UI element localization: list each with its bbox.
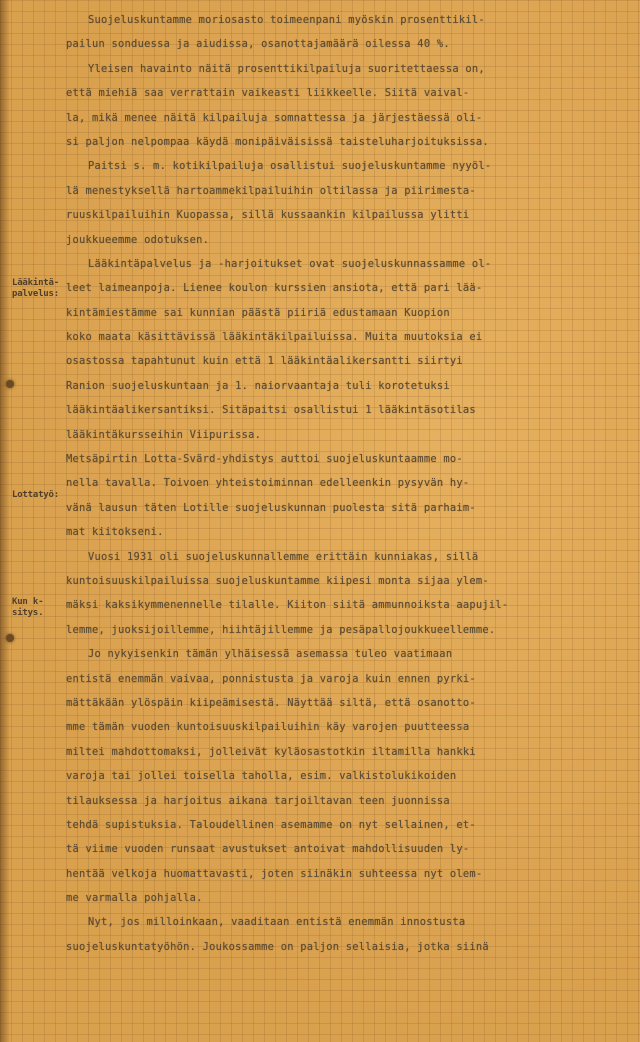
text-line: lä menestyksellä hartoammekilpailuihin oltilassa ja piirimesta- (66, 184, 476, 197)
text-line: me varmalla pohjalla. (66, 892, 203, 905)
binding-fold (0, 0, 10, 1042)
typewritten-text-body (66, 8, 614, 959)
text-line: Suojeluskuntamme moriosasto toimeenpani myöskin prosenttikil- (88, 14, 485, 26)
paragraph (66, 8, 614, 57)
binding-hole (6, 634, 14, 642)
margin-note-laakintapalvelus: Lääkintä- palvelus: (12, 278, 59, 299)
text-line: mme tämän vuoden kuntoisuuskilpailuihin käy varojen puutteessa (66, 721, 470, 734)
text-line: suojeluskuntatyöhön. Joukossamme on paljon sellaisia, jotka siinä (66, 940, 489, 953)
paragraph (66, 447, 614, 545)
text-line: vänä lausun täten Lotille suojeluskunnan puolesta sitä parhaim- (66, 501, 476, 514)
text-line: koko maata käsittävissä lääkintäkilpailuissa. Muita muutoksia ei (66, 331, 483, 344)
text-line: hentää velkoja huomattavasti, joten siinäkin suhteessa nyt olem- (66, 867, 483, 880)
text-line: mäksi kaksikymmenennelle tilalle. Kiiton siitä ammunnoiksta aapujil- (66, 599, 509, 612)
text-line: tehdä supistuksia. Taloudellinen asemamme on nyt sellainen, et- (66, 818, 476, 831)
text-line: si paljon nelpompaa käydä monipäiväisissä taisteluharjoituksissa. (66, 135, 489, 148)
margin-note-lottatyo: Lottatyö: (12, 490, 59, 500)
text-line: Lääkintäpalvelus ja -harjoitukset ovat suojeluskunnassamme ol- (88, 257, 492, 270)
text-line: mättäkään ylöspäin kiipeämisestä. Näyttää siltä, että osanotto- (66, 696, 476, 709)
text-line: tä viime vuoden runsaat avustukset antoivat mahdollisuuden ly- (66, 843, 470, 856)
paragraph (66, 154, 614, 252)
text-line: joukkueemme odotuksen. (66, 233, 210, 246)
text-line: la, mikä menee näitä kilpailuja somnattessa ja järjestäessä oli- (66, 111, 483, 124)
text-line: osastossa tapahtunut kuin että 1 lääkintäalikersantti siirtyi (66, 355, 463, 368)
text-line: ruuskilpailuihin Kuopassa, sillä kussaankin kilpailussa ylitti (66, 209, 470, 222)
text-line: lemme, juoksijoillemme, hiihtäjillemme ja pesäpallojoukkueellemme. (66, 623, 496, 636)
text-line: lääkintäalikersantiksi. Sitäpaitsi osallistui 1 lääkintäsotilas (66, 404, 476, 417)
text-line: Metsäpirtin Lotta-Svärd-yhdistys auttoi suojeluskuntaamme mo- (66, 453, 463, 466)
paragraph (66, 57, 614, 155)
text-line: leet laimeanpoja. Lienee koulon kurssien ansiota, että pari lää- (66, 282, 483, 295)
paragraph (66, 252, 614, 447)
text-line: mat kiitokseni. (66, 526, 164, 539)
text-line: että miehiä saa verrattain vaikeasti liikkeelle. Siitä vaival- (66, 87, 470, 100)
text-line: Yleisen havainto näitä prosenttikilpailuja suoritettaessa on, (88, 62, 485, 75)
text-line: tilauksessa ja harjoitus aikana tarjoiltavan teen juonnissa (66, 794, 450, 807)
text-line: Vuosi 1931 oli suojeluskunnallemme erittäin kunniakas, sillä (88, 550, 479, 563)
text-line: entistä enemmän vaivaa, ponnistusta ja varoja kuin ennen pyrki- (66, 672, 476, 685)
binding-hole (6, 380, 14, 388)
text-line: miltei mahdottomaksi, jolleivät kyläosastotkin iltamilla hankki (66, 745, 476, 758)
text-line: kintämiestämme sai kunnian päästä piiriä edustamaan Kuopion (66, 306, 450, 319)
text-line: Nyt, jos milloinkaan, vaaditaan entistä enemmän innostusta (88, 916, 466, 929)
margin-note-kuntoisuus: Kun k- sitys. (12, 597, 44, 618)
text-line: Jo nykyisenkin tämän ylhäisessä asemassa tuleo vaatimaan (88, 648, 453, 661)
paragraph (66, 545, 614, 643)
text-line: lääkintäkursseihin Viipurissa. (66, 428, 262, 441)
text-line: pailun sonduessa ja aiudissa, osanottajamäärä oilessa 40 %. (66, 38, 450, 51)
text-line: Paitsi s. m. kotikilpailuja osallistui suojeluskuntamme nyyöl- (88, 160, 492, 173)
text-line: nella tavalla. Toivoen yhteistoiminnan edelleenkin pysyvän hy- (66, 477, 470, 490)
paragraph (66, 910, 614, 959)
paragraph (66, 642, 614, 910)
text-line: varoja tai jollei toisella taholla, esim. valkistolukikoiden (66, 770, 457, 783)
text-line: kuntoisuuskilpailuissa suojeluskuntamme kiipesi monta sijaa ylem- (66, 574, 489, 587)
text-line: Ranion suojeluskuntaan ja 1. naiorvaantaja tuli korotetuksi (66, 379, 450, 392)
